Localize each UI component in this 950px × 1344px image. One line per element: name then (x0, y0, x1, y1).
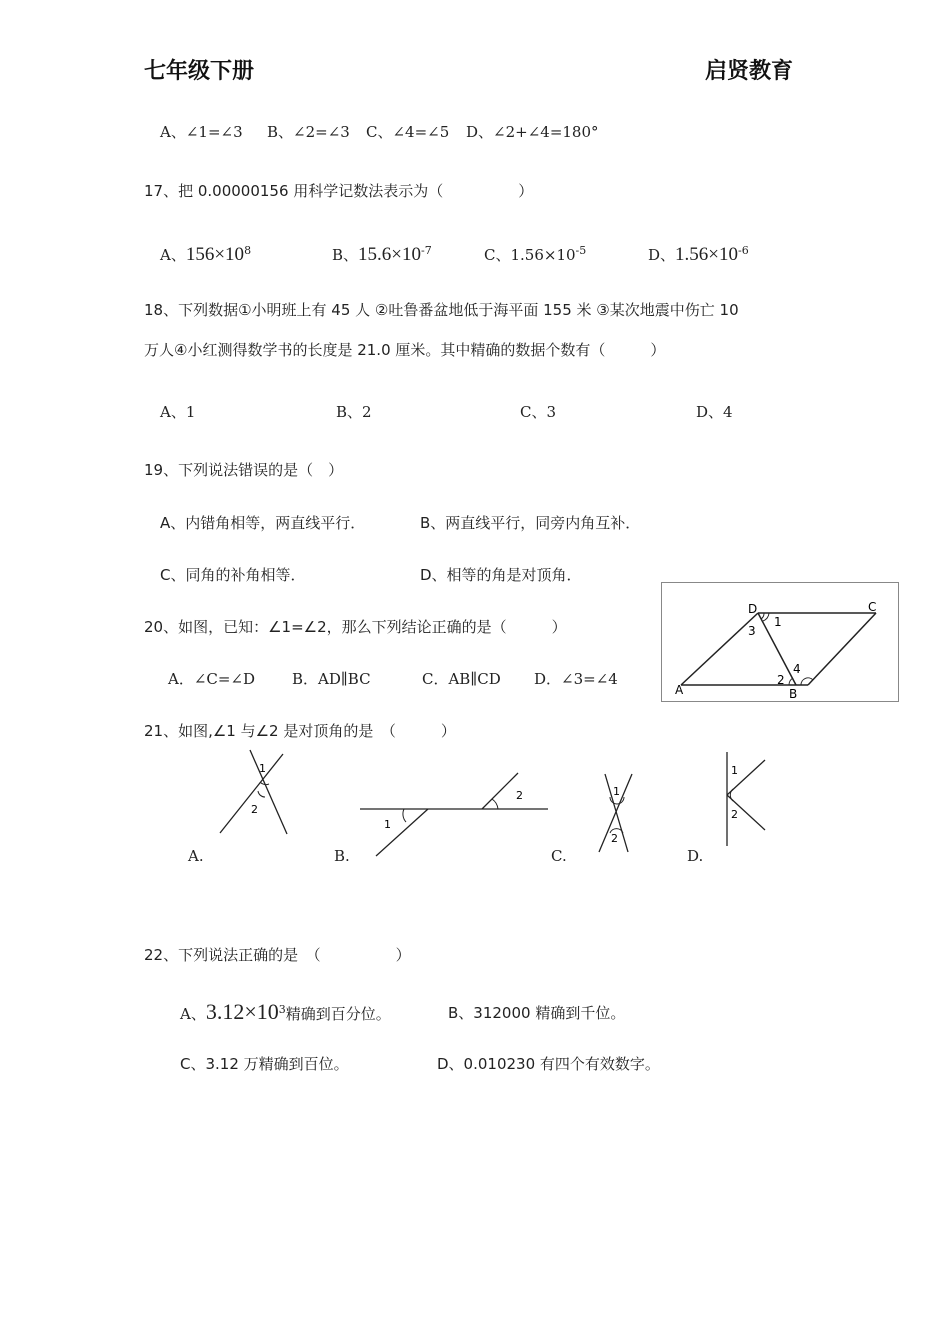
q18-option-a: A、1 (160, 403, 196, 421)
q19-stem: 19、下列说法错误的是（ ） (144, 461, 344, 479)
q17-d-exp: -6 (738, 244, 749, 257)
segment-bc (808, 613, 876, 685)
figure-c-label-2: 2 (611, 832, 618, 845)
header-left-title: 七年级下册 (144, 59, 255, 84)
q17-option-d (648, 241, 749, 265)
q17-option-c (484, 241, 586, 265)
q22-stem: 22、下列说法正确的是 （ ） (144, 946, 411, 964)
q22-option-c: C、3.12 万精确到百位。 (180, 1055, 349, 1073)
q17-c-base: 1.56×10 (510, 246, 576, 264)
q21-option-c-label: C. (551, 847, 567, 865)
q21-figure-d (718, 748, 770, 848)
q19-option-b: B、两直线平行，同旁内角互补． (420, 514, 641, 532)
figure-b-label-1: 1 (384, 818, 391, 831)
figure-c-label-1: 1 (613, 785, 620, 798)
q20-parallelogram-figure (661, 582, 899, 702)
q18-option-c: C、3 (520, 403, 557, 421)
header-right-brand: 启贤教育 (705, 59, 794, 84)
figure-a-line-2 (220, 754, 283, 833)
q16-option-b: B、∠2=∠3 (267, 123, 350, 141)
q22-a-prefix: A、 (180, 1005, 206, 1023)
q19-option-a: A、内错角相等，两直线平行． (160, 514, 366, 532)
q17-a-base: 156×10 (185, 244, 245, 265)
q19-option-d: D、相等的角是对顶角． (420, 566, 582, 584)
q18-option-b: B、2 (336, 403, 372, 421)
figure-a-label-2: 2 (251, 803, 258, 816)
q16-option-a: A、∠1=∠3 (160, 123, 243, 141)
label-angle-4: 4 (793, 662, 801, 676)
q17-option-a (160, 241, 251, 265)
label-angle-3: 3 (748, 624, 756, 638)
segment-ad (681, 613, 758, 685)
figure-b-arc-1 (403, 809, 406, 822)
q18-stem-line1: 18、下列数据①小明班上有 45 人 ②吐鲁番盆地低于海平面 155 米 ③某次地震中伤亡 10 (144, 301, 739, 319)
figure-b-label-2: 2 (516, 789, 523, 802)
q17-b-prefix: B、 (332, 246, 359, 264)
figure-b-line-2 (482, 773, 518, 809)
figure-a-arc-2 (258, 791, 265, 797)
q17-a-prefix: A、 (160, 246, 186, 264)
q20-option-a: A．∠C=∠D (168, 670, 256, 688)
q18-stem-line2: 万人④小红测得数学书的长度是 21.0 厘米。其中精确的数据个数有（ ） (144, 341, 666, 359)
label-c: C (868, 600, 877, 614)
figure-b-line-1 (376, 809, 428, 856)
q17-stem: 17、把 0.00000156 用科学记数法表示为（ ） (144, 182, 534, 200)
angle-arc-3 (761, 613, 764, 619)
q20-option-c: C．AB∥CD (422, 670, 501, 688)
q17-c-prefix: C、 (484, 246, 511, 264)
q17-d-base: 1.56×10 (675, 244, 738, 265)
q21-option-a-label: A. (188, 847, 204, 865)
q17-b-base: 15.6×10 (358, 244, 421, 265)
q21-figure-b (358, 770, 550, 860)
q20-stem: 20、如图，已知：∠1=∠2，那么下列结论正确的是（ ） (144, 618, 567, 636)
q17-a-exp: 8 (244, 244, 252, 257)
q22-a-exp: 3 (278, 1003, 286, 1016)
q21-stem: 21、如图,∠1 与∠2 是对顶角的是 （ ） (144, 722, 456, 740)
q22-option-b: B、312000 精确到千位。 (448, 1004, 626, 1022)
figure-a-line-1 (250, 750, 287, 834)
q20-option-b: B．AD∥BC (292, 670, 371, 688)
q22-option-d: D、0.010230 有四个有效数字。 (437, 1055, 660, 1073)
q21-figure-c (595, 770, 637, 854)
label-b: B (789, 687, 798, 701)
q18-option-d: D、4 (696, 403, 733, 421)
q17-option-b (332, 241, 432, 265)
label-angle-2: 2 (777, 673, 785, 687)
q22-option-a (180, 1000, 391, 1024)
q19-option-c: C、同角的补角相等． (160, 566, 306, 584)
q17-c-exp: -5 (575, 244, 587, 257)
label-a: A (675, 683, 684, 697)
label-d: D (748, 602, 758, 616)
q17-d-prefix: D、 (648, 246, 676, 264)
figure-d-label-2: 2 (731, 808, 738, 821)
q22-a-suffix: 精确到百分位。 (285, 1005, 391, 1023)
q16-option-d: D、∠2+∠4=180° (466, 123, 599, 141)
figure-a-label-1: 1 (259, 762, 266, 775)
q21-option-d-label: D. (687, 847, 704, 865)
q20-option-d: D．∠3=∠4 (534, 670, 618, 688)
q21-option-b-label: B. (334, 847, 350, 865)
figure-d-label-1: 1 (731, 764, 738, 777)
label-angle-1: 1 (774, 615, 782, 629)
figure-b-arc-2 (492, 799, 498, 809)
q17-b-exp: -7 (421, 244, 432, 257)
q22-a-base: 3.12×10 (205, 999, 279, 1024)
q21-figure-a (210, 748, 300, 838)
q16-option-c: C、∠4=∠5 (366, 123, 450, 141)
